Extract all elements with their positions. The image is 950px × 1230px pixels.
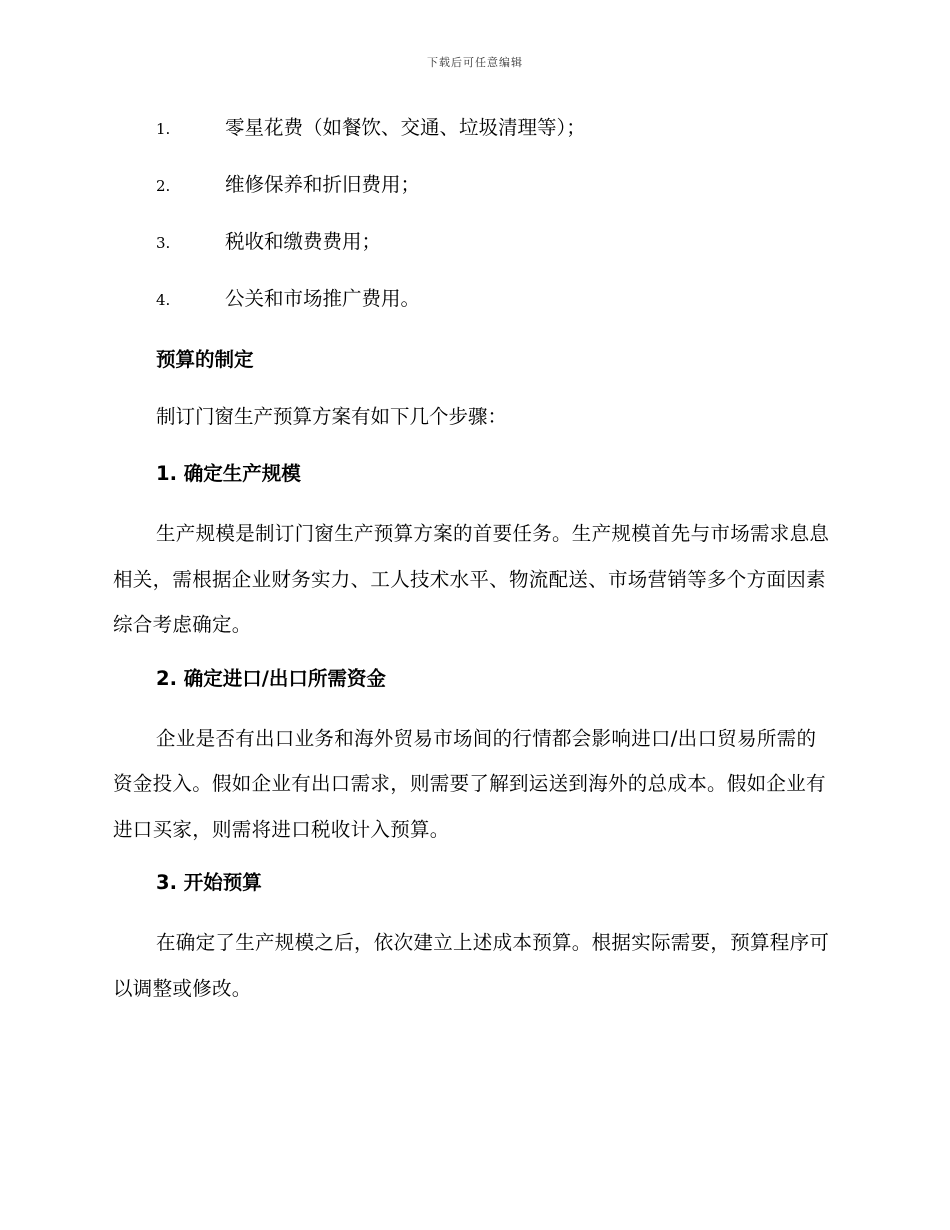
step-heading-2: 2. 确定进口/出口所需资金 <box>156 666 386 690</box>
list-item <box>113 112 833 169</box>
step-body-3: 在确定了生产规模之后，依次建立上述成本预算。根据实际需要，预算程序可以调整或修改。 <box>113 931 830 1000</box>
list-text: 零星花费（如餐饮、交通、垃圾清理等）； <box>225 116 586 139</box>
list-number: 3. <box>156 234 171 252</box>
step-heading-3: 3. 开始预算 <box>156 871 262 894</box>
list-number: 2. <box>156 177 171 195</box>
list-item <box>113 283 833 340</box>
document-body <box>113 112 833 1022</box>
step-body-2: 企业是否有出口业务和海外贸易市场间的行情都会影响进口/出口贸易所需的资金投入。假如企业有出口需求，则需要了解到运送到海外的总成本。假如企业有进口买家，则需将进口税收计入预算。 <box>113 726 826 841</box>
list-text: 税收和缴费费用； <box>225 230 382 253</box>
list-text: 公关和市场推广费用。 <box>225 287 421 310</box>
step-body-1: 生产规模是制订门窗生产预算方案的首要任务。生产规模首先与市场需求息息相关，需根据企业财务实力、工人技术水平、物流配送、市场营销等多个方面因素综合考虑确定。 <box>113 522 830 636</box>
section-heading: 预算的制定 <box>156 348 254 371</box>
section-intro: 制订门窗生产预算方案有如下几个步骤： <box>156 405 508 428</box>
list-item <box>113 169 833 226</box>
step-heading-1: 1. 确定生产规模 <box>156 462 301 485</box>
list-text: 维修保养和折旧费用； <box>225 173 421 196</box>
page-header-note: 下载后可任意编辑 <box>427 56 523 69</box>
list-number: 4. <box>156 291 171 309</box>
list-item <box>113 226 833 283</box>
list-number: 1. <box>156 120 171 138</box>
